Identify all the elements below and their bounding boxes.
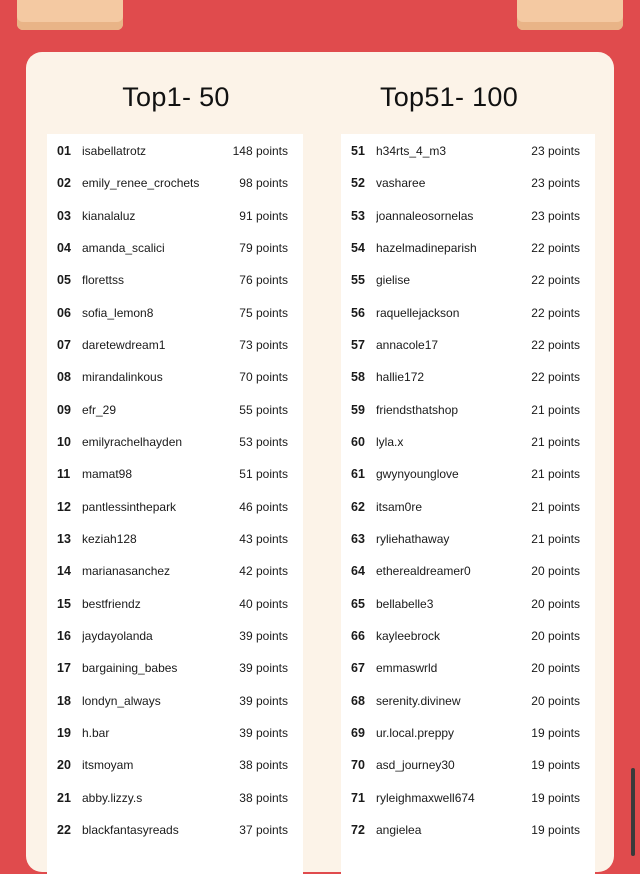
points-value: 51 points [239, 467, 288, 482]
username: marianasanchez [82, 564, 171, 579]
username: lyla.x [376, 435, 404, 450]
points-value: 19 points [531, 790, 580, 805]
rank-number: 10 [57, 435, 71, 450]
leaderboard-row[interactable] [341, 620, 595, 652]
points-value: 38 points [239, 790, 288, 805]
username: amanda_scalici [82, 241, 165, 256]
rank-number: 13 [57, 532, 71, 547]
rank-number: 17 [57, 661, 71, 676]
username: hazelmadineparish [376, 241, 477, 256]
rank-number: 12 [57, 499, 71, 514]
points-value: 19 points [531, 758, 580, 773]
rank-number: 21 [57, 790, 71, 805]
points-value: 91 points [239, 208, 288, 223]
leaderboard-row[interactable] [341, 297, 595, 329]
leaderboard-row[interactable] [47, 329, 303, 361]
leaderboard-row[interactable] [47, 782, 303, 814]
points-value: 20 points [531, 596, 580, 611]
username: bargaining_babes [82, 661, 178, 676]
rank-number: 01 [57, 144, 71, 159]
leaderboard-row[interactable] [341, 426, 595, 458]
points-value: 79 points [239, 241, 288, 256]
leaderboard-row[interactable] [341, 685, 595, 717]
username: mamat98 [82, 467, 133, 482]
rank-number: 66 [351, 629, 365, 644]
username: raquellejackson [376, 305, 460, 320]
points-value: 23 points [531, 176, 580, 191]
username: bestfriendz [82, 596, 141, 611]
username: friendsthatshop [376, 402, 459, 417]
points-value: 76 points [239, 273, 288, 288]
username: kianalaluz [82, 208, 136, 223]
leaderboard-row[interactable] [47, 232, 303, 264]
username: sofia_lemon8 [82, 305, 154, 320]
username: keziah128 [82, 532, 137, 547]
points-value: 19 points [531, 726, 580, 741]
rank-number: 55 [351, 273, 365, 288]
points-value: 22 points [531, 305, 580, 320]
points-value: 39 points [239, 629, 288, 644]
username: angielea [376, 823, 422, 838]
points-value: 70 points [239, 370, 288, 385]
rank-number: 59 [351, 402, 365, 417]
rank-number: 62 [351, 499, 365, 514]
rank-number: 20 [57, 758, 71, 773]
leaderboard-row[interactable] [47, 297, 303, 329]
username: mirandalinkous [82, 370, 163, 385]
rank-number: 51 [351, 144, 365, 159]
points-value: 22 points [531, 241, 580, 256]
rank-number: 56 [351, 305, 365, 320]
leaderboard-row[interactable] [341, 749, 595, 781]
username: gwynyounglove [376, 467, 459, 482]
username: emilyrachelhayden [82, 435, 183, 450]
points-value: 23 points [531, 144, 580, 159]
username: h34rts_4_m3 [376, 144, 447, 159]
rank-number: 22 [57, 823, 71, 838]
leaderboard-row[interactable] [47, 555, 303, 587]
username: serenity.divinew [376, 693, 461, 708]
rank-number: 65 [351, 596, 365, 611]
leaderboard-row[interactable] [47, 135, 303, 167]
leaderboard-row[interactable] [341, 200, 595, 232]
leaderboard-row[interactable] [341, 361, 595, 393]
top-51-100-title: Top51- 100 [379, 82, 519, 112]
username: jaydayolanda [82, 629, 153, 644]
leaderboard-row[interactable] [47, 523, 303, 555]
leaderboard-row[interactable] [341, 232, 595, 264]
points-value: 22 points [531, 273, 580, 288]
points-value: 20 points [531, 693, 580, 708]
username: itsam0re [376, 499, 423, 514]
rank-number: 60 [351, 435, 365, 450]
username: efr_29 [82, 402, 117, 417]
username: emily_renee_crochets [82, 176, 200, 191]
username: bellabelle3 [376, 596, 434, 611]
points-value: 19 points [531, 823, 580, 838]
rank-number: 02 [57, 176, 71, 191]
leaderboard-row[interactable] [341, 588, 595, 620]
clipboard-clip-left [17, 0, 123, 30]
points-value: 20 points [531, 629, 580, 644]
leaderboard-row[interactable] [341, 523, 595, 555]
points-value: 21 points [531, 532, 580, 547]
leaderboard-row[interactable] [47, 361, 303, 393]
points-value: 21 points [531, 435, 580, 450]
points-value: 20 points [531, 661, 580, 676]
username: florettss [82, 273, 125, 288]
rank-number: 04 [57, 241, 71, 256]
username: h.bar [82, 726, 110, 741]
username: hallie172 [376, 370, 425, 385]
rank-number: 05 [57, 273, 71, 288]
leaderboard-row[interactable] [341, 329, 595, 361]
username: kayleebrock [376, 629, 441, 644]
rank-number: 19 [57, 726, 71, 741]
leaderboard-row[interactable] [341, 264, 595, 296]
leaderboard-row[interactable] [47, 685, 303, 717]
rank-number: 11 [57, 467, 71, 482]
points-value: 21 points [531, 402, 580, 417]
rank-number: 52 [351, 176, 365, 191]
leaderboard-row[interactable] [47, 749, 303, 781]
points-value: 23 points [531, 208, 580, 223]
points-value: 42 points [239, 564, 288, 579]
username: gielise [376, 273, 411, 288]
leaderboard-row[interactable] [341, 555, 595, 587]
rank-number: 70 [351, 758, 365, 773]
right-ranking-list[interactable] [341, 134, 595, 874]
rank-number: 07 [57, 338, 71, 353]
left-ranking-list[interactable] [47, 134, 303, 874]
username: emmaswrld [376, 661, 438, 676]
username: ryliehathaway [376, 532, 450, 547]
points-value: 75 points [239, 305, 288, 320]
points-value: 46 points [239, 499, 288, 514]
username: blackfantasyreads [82, 823, 179, 838]
username: abby.lizzy.s [82, 790, 143, 805]
rank-number: 03 [57, 208, 71, 223]
leaderboard-row[interactable] [47, 458, 303, 490]
leaderboard-row[interactable] [47, 588, 303, 620]
points-value: 39 points [239, 726, 288, 741]
leaderboard-row[interactable] [47, 652, 303, 684]
leaderboard-row[interactable] [341, 717, 595, 749]
points-value: 53 points [239, 435, 288, 450]
rank-number: 64 [351, 564, 365, 579]
rank-number: 61 [351, 467, 365, 482]
points-value: 38 points [239, 758, 288, 773]
rank-number: 53 [351, 208, 365, 223]
leaderboard-row[interactable] [47, 200, 303, 232]
points-value: 37 points [239, 823, 288, 838]
points-value: 21 points [531, 467, 580, 482]
points-value: 40 points [239, 596, 288, 611]
rank-number: 15 [57, 596, 71, 611]
leaderboard-row[interactable] [341, 782, 595, 814]
leaderboard-row[interactable] [341, 814, 595, 846]
username: isabellatrotz [82, 144, 147, 159]
leaderboard-row[interactable] [341, 135, 595, 167]
username: joannaleosornelas [376, 208, 474, 223]
leaderboard-row[interactable] [47, 426, 303, 458]
rank-number: 67 [351, 661, 365, 676]
points-value: 39 points [239, 693, 288, 708]
top-1-50-title: Top1- 50 [122, 82, 230, 112]
rank-number: 09 [57, 402, 71, 417]
leaderboard-row[interactable] [341, 491, 595, 523]
username: ur.local.preppy [376, 726, 455, 741]
leaderboard-row[interactable] [47, 264, 303, 296]
rank-number: 18 [57, 693, 71, 708]
username: ryleighmaxwell674 [376, 790, 475, 805]
scrollbar[interactable] [631, 768, 635, 856]
points-value: 21 points [531, 499, 580, 514]
leaderboard-row[interactable] [341, 394, 595, 426]
leaderboard-row[interactable] [47, 717, 303, 749]
leaderboard-row[interactable] [47, 394, 303, 426]
leaderboard-row[interactable] [341, 652, 595, 684]
points-value: 22 points [531, 338, 580, 353]
leaderboard-row[interactable] [47, 491, 303, 523]
points-value: 20 points [531, 564, 580, 579]
rank-number: 16 [57, 629, 71, 644]
points-value: 98 points [239, 176, 288, 191]
points-value: 39 points [239, 661, 288, 676]
rank-number: 54 [351, 241, 365, 256]
rank-number: 69 [351, 726, 365, 741]
rank-number: 57 [351, 338, 365, 353]
points-value: 148 points [232, 144, 288, 159]
leaderboard-row[interactable] [341, 458, 595, 490]
leaderboard-row[interactable] [47, 167, 303, 199]
rank-number: 72 [351, 823, 365, 838]
points-value: 55 points [239, 402, 288, 417]
points-value: 22 points [531, 370, 580, 385]
clipboard-clip-right [517, 0, 623, 30]
rank-number: 71 [351, 790, 365, 805]
rank-number: 14 [57, 564, 71, 579]
username: itsmoyam [82, 758, 134, 773]
username: annacole17 [376, 338, 439, 353]
rank-number: 08 [57, 370, 71, 385]
leaderboard-row[interactable] [47, 814, 303, 846]
rank-number: 58 [351, 370, 365, 385]
points-value: 73 points [239, 338, 288, 353]
username: asd_journey30 [376, 758, 455, 773]
rank-number: 06 [57, 305, 71, 320]
leaderboard-row[interactable] [47, 620, 303, 652]
username: pantlessinthepark [82, 499, 177, 514]
rank-number: 68 [351, 693, 365, 708]
leaderboard-row[interactable] [341, 167, 595, 199]
username: daretewdream1 [82, 338, 166, 353]
username: londyn_always [82, 693, 161, 708]
rank-number: 63 [351, 532, 365, 547]
username: vasharee [376, 176, 426, 191]
points-value: 43 points [239, 532, 288, 547]
username: etherealdreamer0 [376, 564, 471, 579]
